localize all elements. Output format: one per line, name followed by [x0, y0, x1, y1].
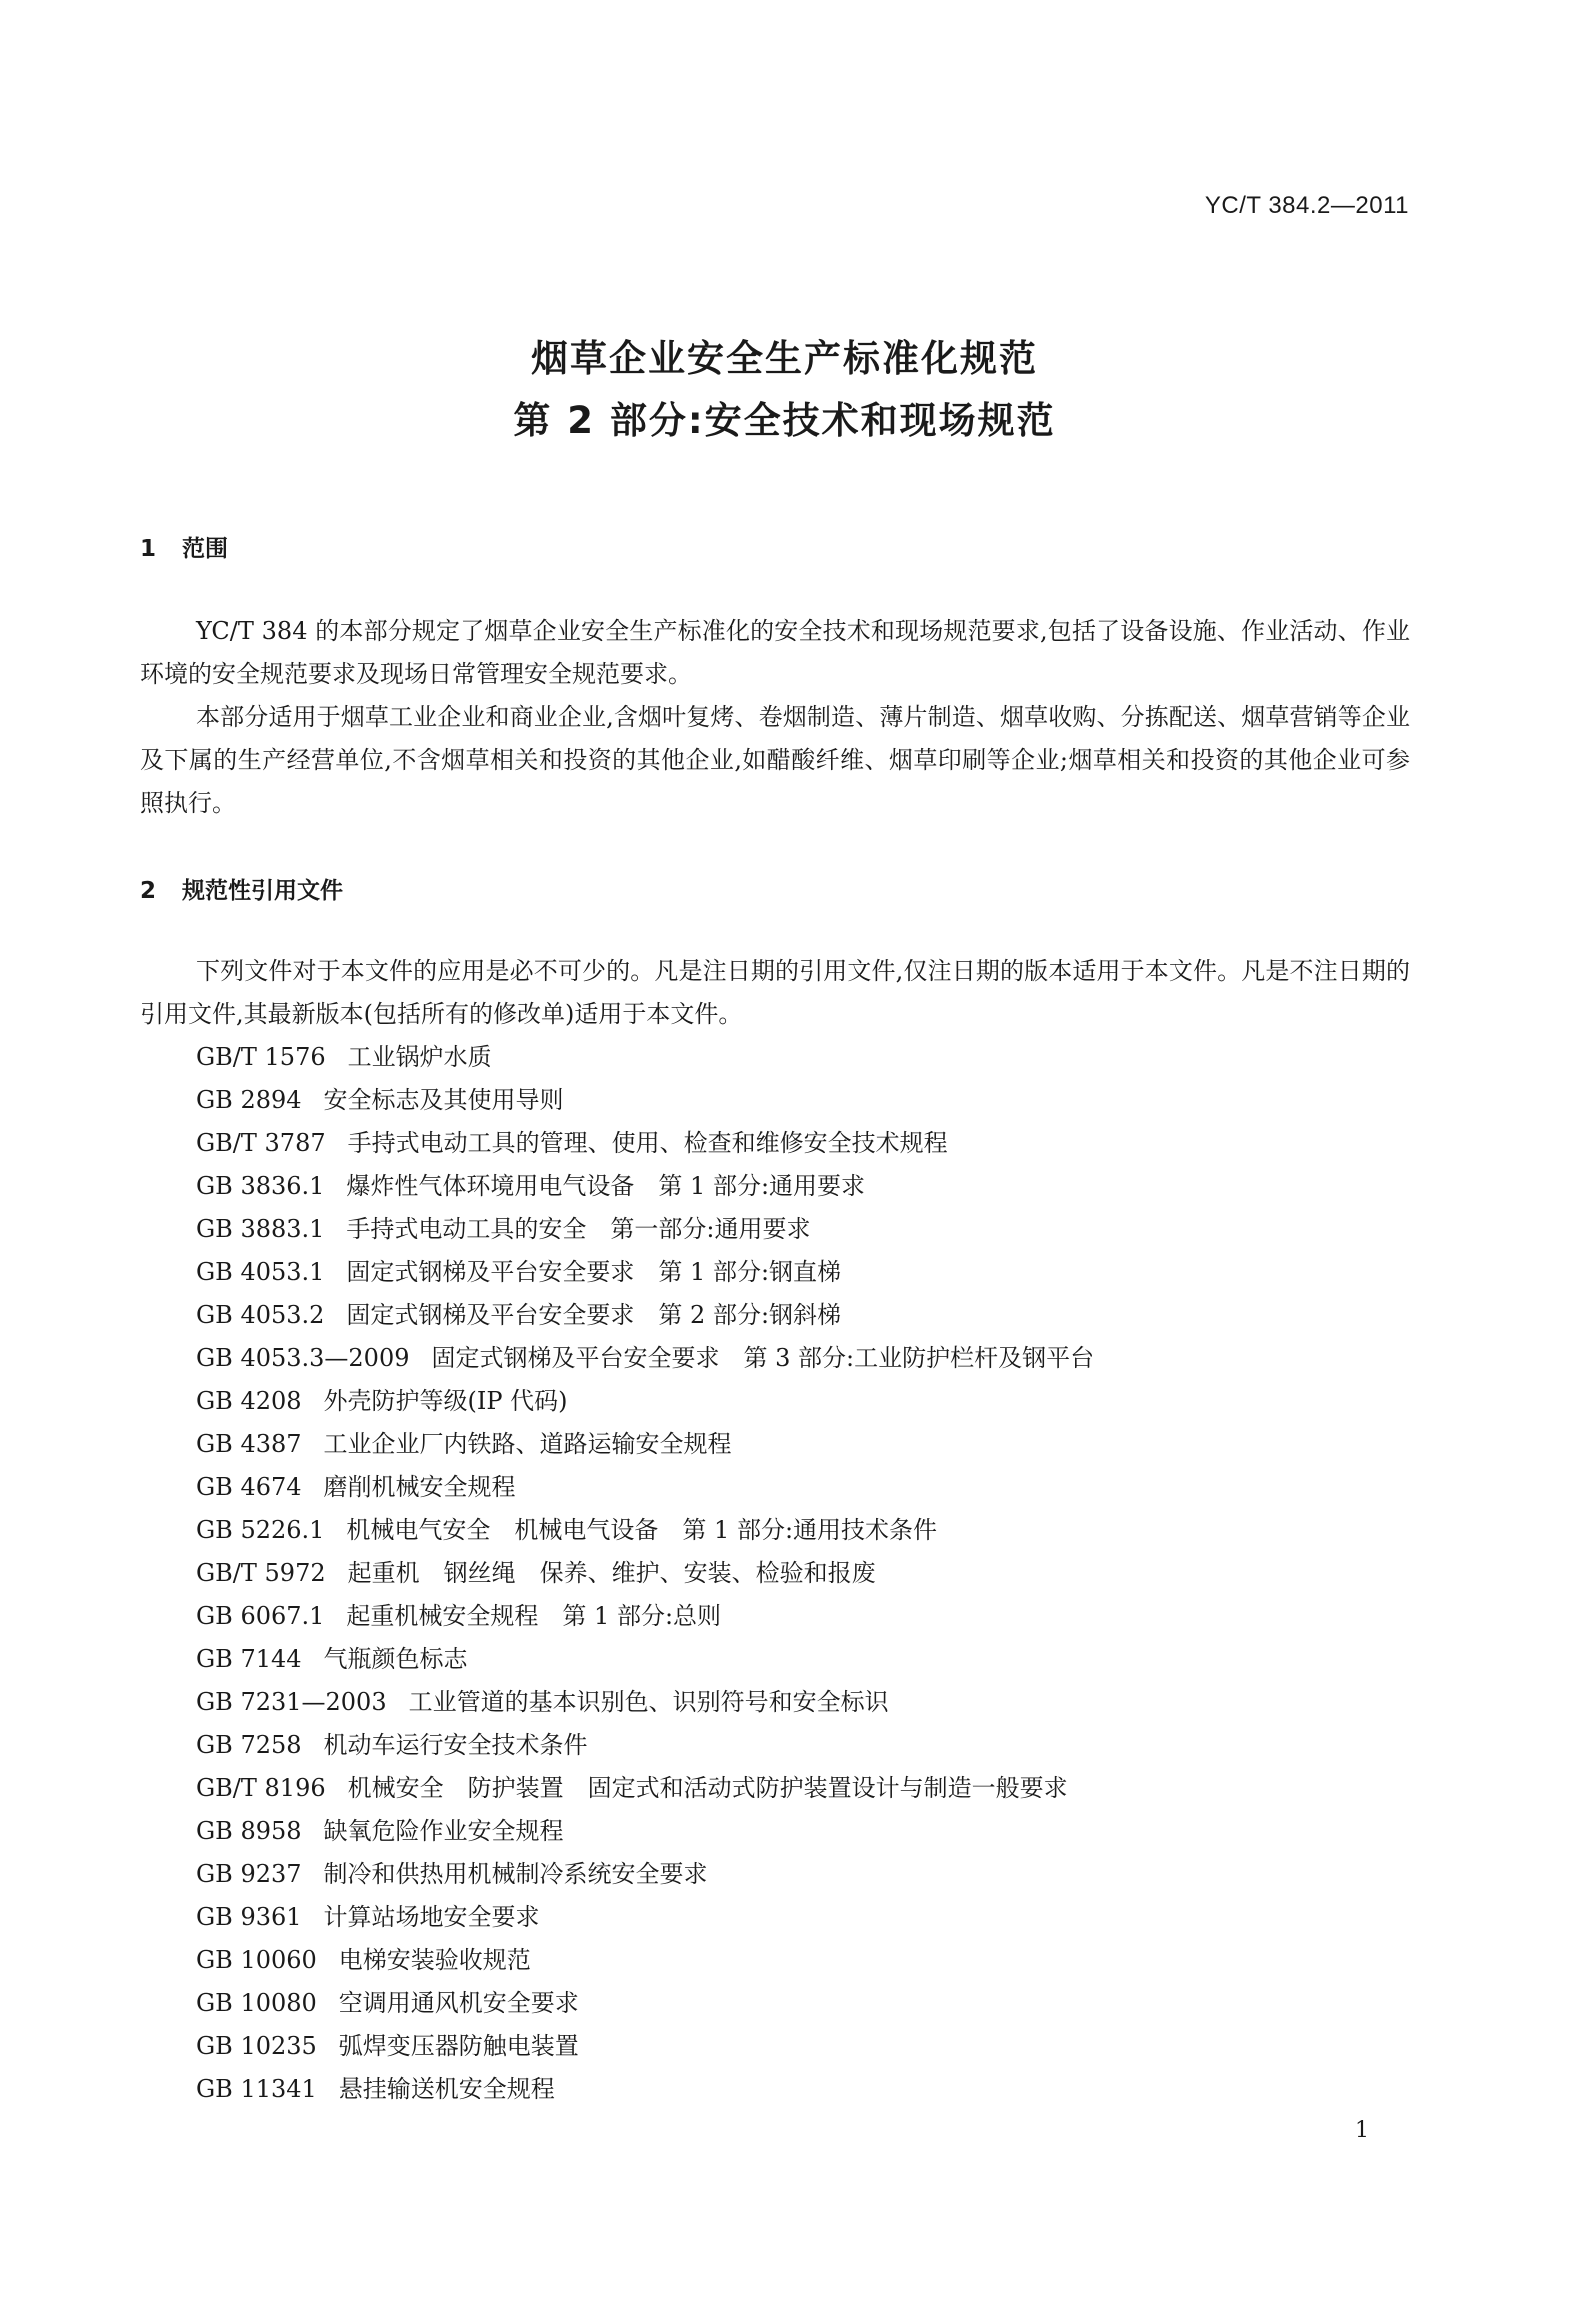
- section-2-title: 规范性引用文件: [182, 878, 343, 904]
- reference-code: GB 10080: [196, 1989, 317, 2017]
- reference-title: 固定式钢梯及平台安全要求 第 2 部分:钢斜梯: [346, 1301, 842, 1329]
- reference-item: [196, 1208, 1094, 1251]
- reference-item: [196, 1982, 1094, 2025]
- reference-title: 安全标志及其使用导则: [323, 1086, 564, 1114]
- reference-item: [196, 1036, 1094, 1079]
- reference-item: [196, 1638, 1094, 1681]
- reference-title: 起重机 钢丝绳 保养、维护、安装、检验和报废: [347, 1559, 876, 1587]
- reference-item: [196, 1552, 1094, 1595]
- reference-item: [196, 1294, 1094, 1337]
- reference-item: [196, 1853, 1094, 1896]
- reference-title: 外壳防护等级(IP 代码): [323, 1387, 568, 1415]
- reference-title: 机械安全 防护装置 固定式和活动式防护装置设计与制造一般要求: [347, 1774, 1068, 1802]
- reference-item: [196, 1251, 1094, 1294]
- reference-code: GB/T 1576: [196, 1043, 326, 1071]
- reference-title: 起重机械安全规程 第 1 部分:总则: [346, 1602, 722, 1630]
- reference-title: 固定式钢梯及平台安全要求 第 1 部分:钢直梯: [346, 1258, 842, 1286]
- reference-code: GB 10235: [196, 2032, 317, 2060]
- reference-code: GB 10060: [196, 1946, 317, 1974]
- reference-item: [196, 1122, 1094, 1165]
- reference-code: GB 7144: [196, 1645, 302, 1673]
- reference-title: 爆炸性气体环境用电气设备 第 1 部分:通用要求: [346, 1172, 866, 1200]
- reference-code: GB 7231—2003: [196, 1688, 387, 1716]
- section-1-title: 范围: [182, 536, 228, 562]
- section-1-paragraph-1: YC/T 384 的本部分规定了烟草企业安全生产标准化的安全技术和现场规范要求,包括了设备设施、作业活动、作业环境的安全规范要求及现场日常管理安全规范要求。: [140, 617, 1410, 688]
- reference-code: GB 7258: [196, 1731, 302, 1759]
- reference-item: [196, 1509, 1094, 1552]
- reference-code: GB 5226.1: [196, 1516, 325, 1544]
- section-1-heading: [140, 530, 228, 563]
- reference-item: [196, 1380, 1094, 1423]
- reference-title: 气瓶颜色标志: [323, 1645, 468, 1673]
- reference-code: GB 6067.1: [196, 1602, 325, 1630]
- reference-code: GB 4053.2: [196, 1301, 325, 1329]
- reference-code: GB/T 3787: [196, 1129, 326, 1157]
- reference-title: 电梯安装验收规范: [338, 1946, 531, 1974]
- reference-item: [196, 1466, 1094, 1509]
- standard-code: YC/T 384.2—2011: [1204, 192, 1409, 219]
- reference-item: [196, 1423, 1094, 1466]
- reference-item: [196, 2068, 1094, 2111]
- section-2-heading: [140, 872, 343, 905]
- reference-code: GB/T 8196: [196, 1774, 326, 1802]
- reference-title: 机动车运行安全技术条件: [323, 1731, 588, 1759]
- reference-code: GB 9361: [196, 1903, 302, 1931]
- reference-item: [196, 1810, 1094, 1853]
- title-line-1: 烟草企业安全生产标准化规范: [531, 337, 1038, 380]
- reference-title: 磨削机械安全规程: [323, 1473, 516, 1501]
- section-1-number: 1: [140, 536, 157, 562]
- reference-item: [196, 1595, 1094, 1638]
- reference-code: GB 11341: [196, 2075, 317, 2103]
- section-1-paragraph-2: 本部分适用于烟草工业企业和商业企业,含烟叶复烤、卷烟制造、薄片制造、烟草收购、分拣配送、烟草营销等企业及下属的生产经营单位,不含烟草相关和投资的其他企业,如醋酸纤维、烟草印刷等企业;烟草相关和投资的其他企业可参照执行。: [140, 703, 1410, 817]
- reference-item: [196, 1337, 1094, 1380]
- reference-title: 固定式钢梯及平台安全要求 第 3 部分:工业防护栏杆及钢平台: [431, 1344, 1095, 1372]
- reference-title: 空调用通风机安全要求: [338, 1989, 579, 2017]
- reference-title: 悬挂输送机安全规程: [338, 2075, 555, 2103]
- reference-title: 缺氧危险作业安全规程: [323, 1817, 564, 1845]
- reference-code: GB 4387: [196, 1430, 302, 1458]
- reference-code: GB 2894: [196, 1086, 302, 1114]
- reference-title: 手持式电动工具的安全 第一部分:通用要求: [346, 1215, 811, 1243]
- page-number: 1: [1355, 2118, 1369, 2143]
- reference-code: GB 9237: [196, 1860, 302, 1888]
- reference-code: GB 4674: [196, 1473, 302, 1501]
- reference-code: GB 3883.1: [196, 1215, 325, 1243]
- section-2-number: 2: [140, 878, 157, 904]
- section-2-intro: 下列文件对于本文件的应用是必不可少的。凡是注日期的引用文件,仅注日期的版本适用于本文件。凡是不注日期的引用文件,其最新版本(包括所有的修改单)适用于本文件。: [140, 957, 1410, 1028]
- reference-list: [196, 1036, 1094, 2111]
- reference-code: GB 4053.1: [196, 1258, 325, 1286]
- reference-title: 机械电气安全 机械电气设备 第 1 部分:通用技术条件: [346, 1516, 938, 1544]
- title-line-2: 第 2 部分:安全技术和现场规范: [513, 399, 1056, 442]
- reference-code: GB 3836.1: [196, 1172, 325, 1200]
- reference-title: 工业锅炉水质: [347, 1043, 492, 1071]
- reference-item: [196, 1681, 1094, 1724]
- document-title: [0, 328, 1569, 452]
- reference-item: [196, 1939, 1094, 1982]
- reference-title: 计算站场地安全要求: [323, 1903, 540, 1931]
- reference-code: GB 4053.3—2009: [196, 1344, 410, 1372]
- reference-item: [196, 1165, 1094, 1208]
- reference-item: [196, 1896, 1094, 1939]
- reference-title: 制冷和供热用机械制冷系统安全要求: [323, 1860, 708, 1888]
- reference-item: [196, 1079, 1094, 1122]
- reference-title: 弧焊变压器防触电装置: [338, 2032, 579, 2060]
- reference-code: GB 4208: [196, 1387, 302, 1415]
- reference-code: GB/T 5972: [196, 1559, 326, 1587]
- reference-title: 工业管道的基本识别色、识别符号和安全标识: [408, 1688, 889, 1716]
- reference-title: 手持式电动工具的管理、使用、检查和维修安全技术规程: [347, 1129, 948, 1157]
- reference-item: [196, 2025, 1094, 2068]
- reference-item: [196, 1767, 1094, 1810]
- reference-title: 工业企业厂内铁路、道路运输安全规程: [323, 1430, 732, 1458]
- reference-item: [196, 1724, 1094, 1767]
- reference-code: GB 8958: [196, 1817, 302, 1845]
